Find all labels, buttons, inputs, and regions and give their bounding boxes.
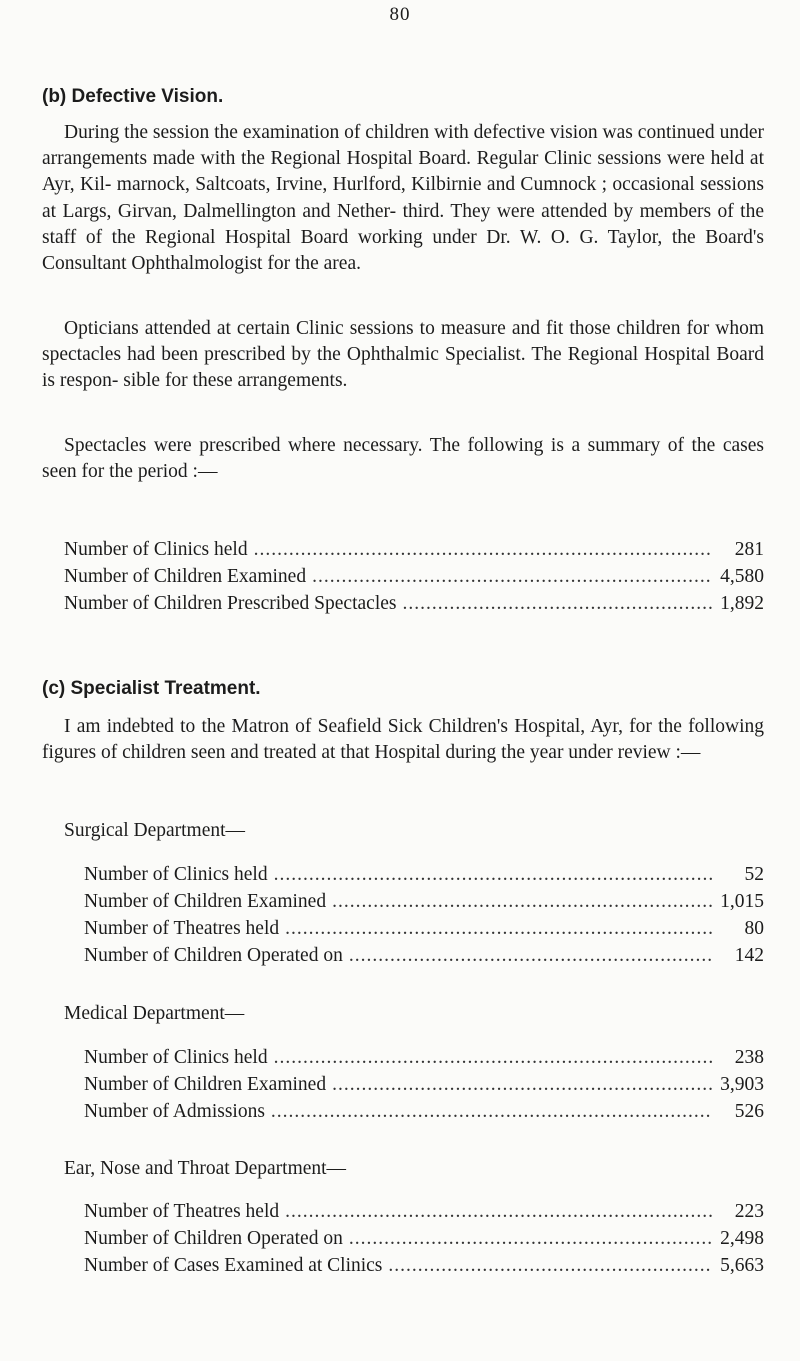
row-value: 2,498 [720, 1228, 764, 1249]
leader-dots [349, 1228, 712, 1250]
surgical-row-operated [84, 945, 764, 967]
leader-dots [312, 566, 712, 588]
vision-row-spectacles [64, 593, 764, 615]
vision-row-examined [64, 566, 764, 588]
leader-dots [274, 1047, 712, 1069]
row-label: Number of Clinics held [64, 539, 248, 560]
row-value: 4,580 [720, 566, 764, 587]
leader-dots [285, 1201, 712, 1223]
row-label: Number of Clinics held [84, 1047, 268, 1068]
row-value: 281 [734, 539, 764, 560]
leader-dots [285, 918, 712, 940]
medical-row-clinics [84, 1047, 764, 1069]
surgical-row-clinics [84, 864, 764, 886]
row-value: 5,663 [720, 1255, 764, 1276]
row-value: 238 [734, 1047, 764, 1068]
row-value: 3,903 [720, 1074, 764, 1095]
row-label: Number of Clinics held [84, 864, 268, 885]
row-label: Number of Children Examined [64, 566, 307, 587]
leader-dots [274, 864, 712, 886]
leader-dots [332, 1074, 712, 1096]
ent-row-theatres [84, 1201, 764, 1223]
leader-dots [332, 891, 712, 913]
row-label: Number of Admissions [84, 1101, 265, 1122]
row-value: 142 [734, 945, 764, 966]
row-label: Number of Children Operated on [84, 1228, 343, 1249]
medical-row-examined [84, 1074, 764, 1096]
surgical-department-title: Surgical Department— [64, 820, 246, 841]
surgical-row-theatres [84, 918, 764, 940]
medical-department-title: Medical Department— [64, 1003, 245, 1024]
row-label: Number of Children Examined [84, 1074, 327, 1095]
page-number: 80 [389, 4, 411, 25]
section-b-heading: (b) Defective Vision. [42, 86, 224, 107]
medical-row-admissions [84, 1101, 764, 1123]
ent-row-operated [84, 1228, 764, 1250]
row-value: 80 [744, 918, 764, 939]
surgical-row-examined [84, 891, 764, 913]
row-label: Number of Cases Examined at Clinics [84, 1255, 383, 1276]
row-value: 223 [734, 1201, 764, 1222]
row-value: 526 [734, 1101, 764, 1122]
row-value: 1,892 [720, 593, 764, 614]
ent-row-cases-examined [84, 1255, 764, 1277]
row-label: Number of Theatres held [84, 1201, 280, 1222]
row-label: Number of Children Operated on [84, 945, 343, 966]
vision-row-clinics [64, 539, 764, 561]
section-b-paragraph-2: Opticians attended at certain Clinic sessions to measure and fit those children for whom spectacles had been prescribed by the Ophthalmic Specialist. The Regional Hospital Board is respon- sible for these arrangements. [42, 318, 764, 392]
section-b-paragraph-1: During the session the examination of children with defective vision was continued under arrangements made with the Regional Hospital Board. Regular Clinic sessions were held at Ayr, Kil- marnock, Saltcoats, Irvine, Hurlford, Kilbirnie and Cumnock ; occasional sessions at Largs, Girvan, Dalmellington and Nether- third. They were attended by members of the staff of the Regional Hospital Board working under Dr. W. O. G. Taylor, the Board's Consultant Ophthalmologist for the area. [42, 122, 764, 275]
section-c-paragraph: I am indebted to the Matron of Seafield Sick Children's Hospital, Ayr, for the following figures of children seen and treated at that Hospital during the year under review :— [42, 716, 764, 764]
row-value: 1,015 [720, 891, 764, 912]
leader-dots [271, 1101, 712, 1123]
row-label: Number of Theatres held [84, 918, 280, 939]
section-c-heading: (c) Specialist Treatment. [42, 678, 261, 699]
ent-department-title: Ear, Nose and Throat Department— [64, 1158, 347, 1179]
leader-dots [349, 945, 712, 967]
row-label: Number of Children Examined [84, 891, 327, 912]
row-value: 52 [744, 864, 764, 885]
leader-dots [254, 539, 712, 561]
leader-dots [388, 1255, 712, 1277]
leader-dots [402, 593, 712, 615]
section-b-paragraph-3: Spectacles were prescribed where necessary. The following is a summary of the cases seen for the period :— [42, 435, 764, 483]
row-label: Number of Children Prescribed Spectacles [64, 593, 397, 614]
